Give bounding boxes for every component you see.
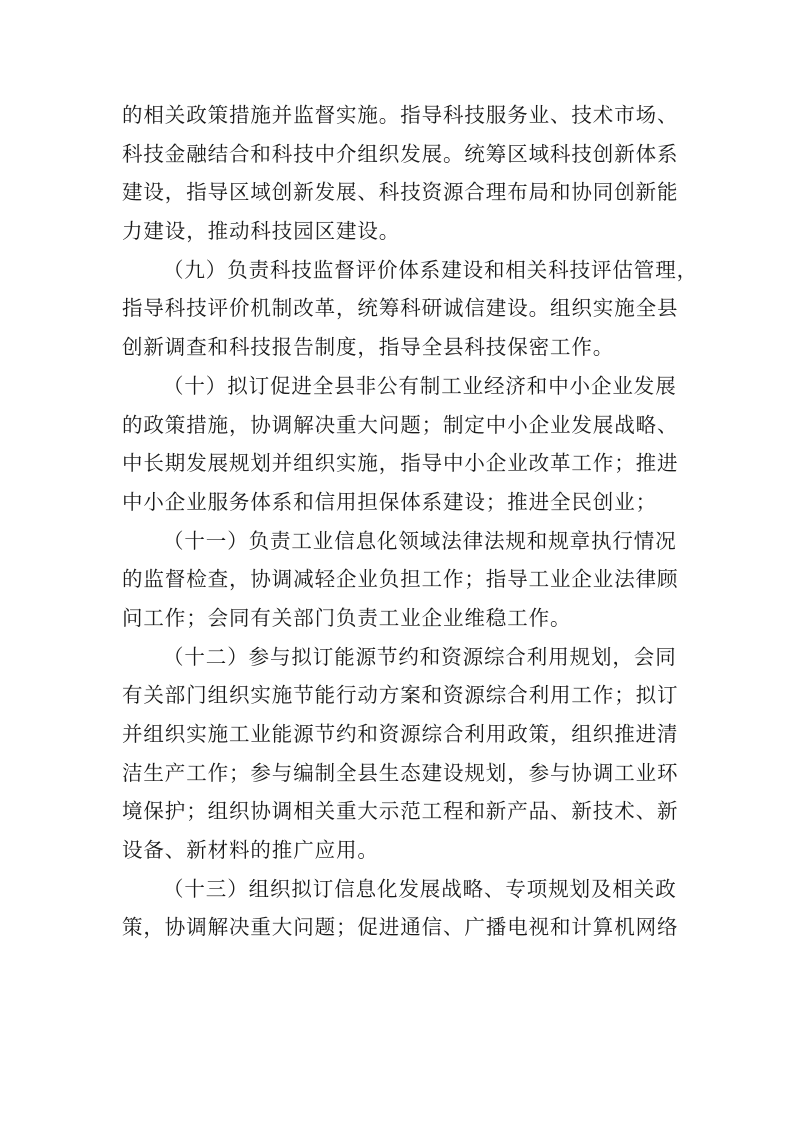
text-line: 中长期发展规划并组织实施，指导中小企业改革工作；推进 [122,451,679,476]
text-line: 策，协调解决重大问题；促进通信、广播电视和计算机网络 [122,915,679,940]
text-line: 的监督检查，协调减轻企业负担工作；指导工业企业法律顾 [122,567,679,592]
text-line: 中小企业服务体系和信用担保体系建设；推进全民创业； [122,489,657,514]
paragraph-start-line: （十三）组织拟订信息化发展战略、专项规划及相关政 [163,876,677,901]
paragraph-start-line: （十一）负责工业信息化领域法律法规和规章执行情况 [163,528,677,553]
text-line: 建设，指导区域创新发展、科技资源合理布局和协同创新能 [122,180,679,205]
text-line: 洁生产工作；参与编制全县生态建设规划，参与协调工业环 [122,760,679,785]
text-line: 创新调查和科技报告制度，指导全县科技保密工作。 [122,335,615,360]
text-line: 的相关政策措施并监督实施。指导科技服务业、技术市场、 [122,103,679,127]
text-line: 有关部门组织实施节能行动方案和资源综合利用工作；拟订 [122,683,679,708]
text-line: 指导科技评价机制改革，统筹科研诚信建设。组织实施全县 [122,296,679,321]
paragraph-start-line: （十二）参与拟订能源节约和资源综合利用规划，会同 [163,644,677,669]
paragraph-start-line: （九）负责科技监督评价体系建设和相关科技评估管理， [163,257,698,282]
text-line: 问工作；会同有关部门负责工业企业维稳工作。 [122,605,572,630]
text-line: 境保护；组织协调相关重大示范工程和新产品、新技术、新 [122,799,679,824]
text-line: 科技金融结合和科技中介组织发展。统筹区域科技创新体系 [122,141,679,166]
document-body [122,96,698,947]
text-line: 力建设，推动科技园区建设。 [122,219,401,244]
text-line: 并组织实施工业能源节约和资源综合利用政策，组织推进清 [122,722,679,746]
text-line: 设备、新材料的推广应用。 [122,838,379,863]
paragraph-start-line: （十）拟订促进全县非公有制工业经济和中小企业发展 [163,373,677,398]
text-line: 的政策措施，协调解决重大问题；制定中小企业发展战略、 [122,412,679,437]
